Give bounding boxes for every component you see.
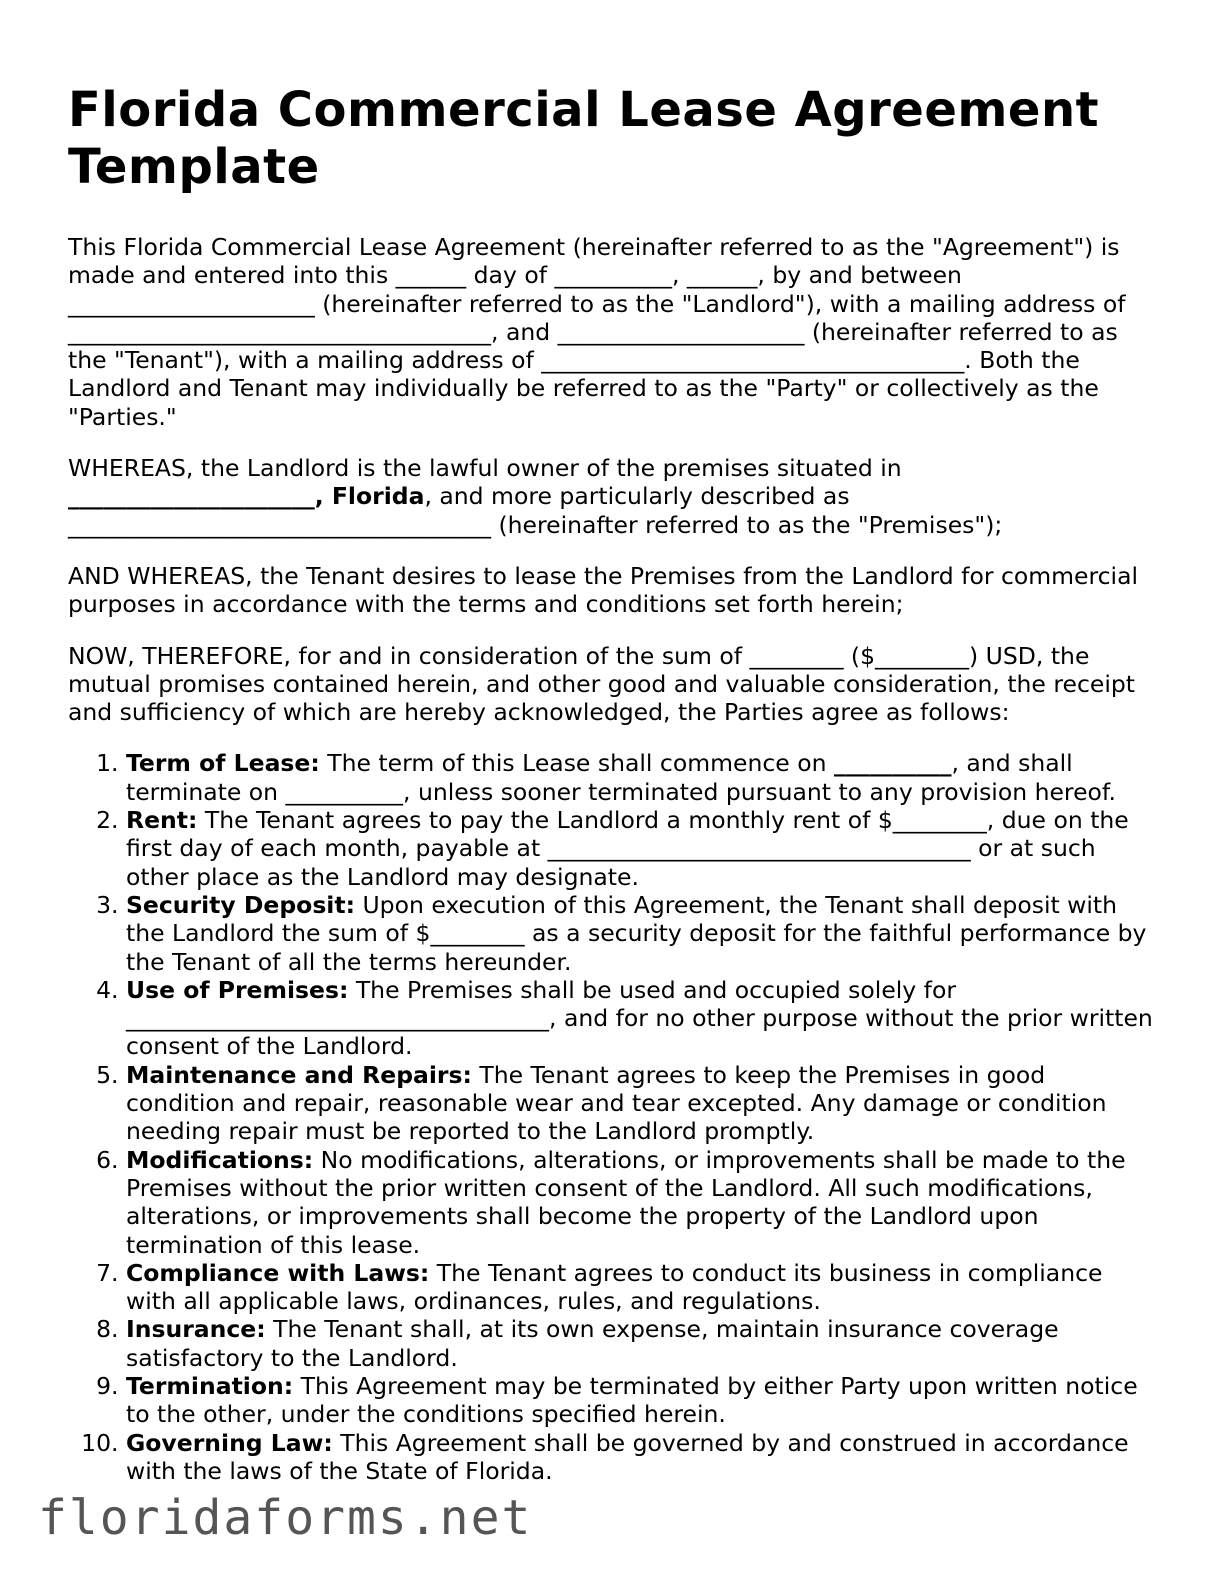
term-heading: Security Deposit: — [126, 890, 355, 919]
intro-paragraph: This Florida Commercial Lease Agreement (hereinafter referred to as the "Agreement") is made and entered into this ______ day of __________, ______, by and between _____________________ (hereinafter referred to as the "Landlord"), with a mailing address of ____________________________________, and _____________________ (hereinafter referred to as the "Tenant"), with a mailing address of ____________________________________. Both the Landlord and Tenant may individually be referred to as the "Party" or collectively as the "Parties." — [68, 233, 1126, 431]
term-text: No modifications, alterations, or improvements shall be made to the Premises without the prior written consent of the Landlord. All such modifications, alterations, or improvements shall become the property of the Landlord upon termination of this lease. — [126, 1145, 1126, 1259]
term-heading: Modifications: — [126, 1145, 314, 1174]
term-item-maintenance — [126, 1061, 1158, 1146]
term-text: The Tenant agrees to keep the Premises in good condition and repair, reasonable wear and tear excepted. Any damage or condition needing repair must be reported to the Landlord promptly. — [126, 1060, 1107, 1146]
term-heading: Governing Law: — [126, 1428, 333, 1457]
term-item-compliance — [126, 1259, 1158, 1316]
term-item-rent — [126, 806, 1158, 891]
term-heading: Insurance: — [126, 1315, 266, 1344]
term-text: This Agreement may be terminated by either Party upon written notice to the other, under the conditions specified herein. — [126, 1371, 1138, 1429]
document-title: Florida Commercial Lease Agreement Template — [68, 82, 1100, 195]
term-text: The Tenant shall, at its own expense, maintain insurance coverage satisfactory to the Landlord. — [126, 1315, 1059, 1372]
term-item-termination — [126, 1372, 1158, 1429]
term-item-security-deposit — [126, 891, 1158, 976]
term-text: The Premises shall be used and occupied solely for ____________________________________, and for no other purpose without the prior written consent of the Landlord. — [126, 975, 1153, 1061]
whereas-tenant-paragraph: AND WHEREAS, the Tenant desires to lease the Premises from the Landlord for commercial purposes in accordance with the terms and conditions set forth herein; — [68, 561, 1139, 619]
term-item-use-of-premises — [126, 976, 1158, 1061]
term-heading: Term of Lease: — [126, 749, 320, 778]
term-heading: Compliance with Laws: — [126, 1258, 430, 1287]
term-start-blank: __________ — [833, 749, 952, 778]
term-item-governing-law — [126, 1429, 1158, 1486]
whereas-premises-city-blank: _____________________, Florida — [68, 482, 425, 511]
term-text: The Tenant agrees to pay the Landlord a monthly rent of $________, due on the first day of each month, payable at ____________________________________ or at such other place as the Landlord may designate. — [126, 806, 1129, 891]
term-heading: Use of Premises: — [126, 975, 349, 1004]
term-text: The term of this Lease shall commence on — [319, 749, 834, 778]
term-heading: Rent: — [126, 806, 198, 835]
whereas-premises-text-a: WHEREAS, the Landlord is the lawful owner of the premises situated in — [68, 454, 902, 483]
term-text: Upon execution of this Agreement, the Tenant shall deposit with the Landlord the sum of $________ as a security deposit for the faithful performance by the Tenant of all the terms hereunder. — [126, 890, 1147, 976]
term-heading: Maintenance and Repairs: — [126, 1060, 472, 1089]
whereas-premises-paragraph — [68, 454, 1158, 539]
term-heading: Termination: — [126, 1371, 294, 1400]
term-item-modifications — [126, 1146, 1158, 1259]
terms-list — [68, 749, 1158, 1485]
term-text: , and shall terminate on __________, unless sooner terminated pursuant to any provision hereof. — [126, 749, 1116, 806]
consideration-paragraph: NOW, THEREFORE, for and in consideration of the sum of ________ ($________) USD, the mutual promises contained herein, and other good and valuable consideration, the receipt and sufficiency of which are hereby acknowledged, the Parties agree as follows: — [68, 641, 1136, 727]
site-watermark: floridaforms.net — [38, 1490, 533, 1546]
document-page — [68, 82, 1158, 1485]
term-text: The Tenant agrees to conduct its business in compliance with all applicable laws, ordinances, rules, and regulations. — [126, 1258, 1103, 1316]
term-text: This Agreement shall be governed by and construed in accordance with the laws of the State of Florida. — [126, 1428, 1129, 1485]
term-item-insurance — [126, 1315, 1158, 1372]
term-item-term-of-lease — [126, 749, 1158, 806]
whereas-premises-text-b: , and more particularly described as ____________________________________ (hereinafter referred to as the "Premises"); — [68, 482, 1003, 539]
